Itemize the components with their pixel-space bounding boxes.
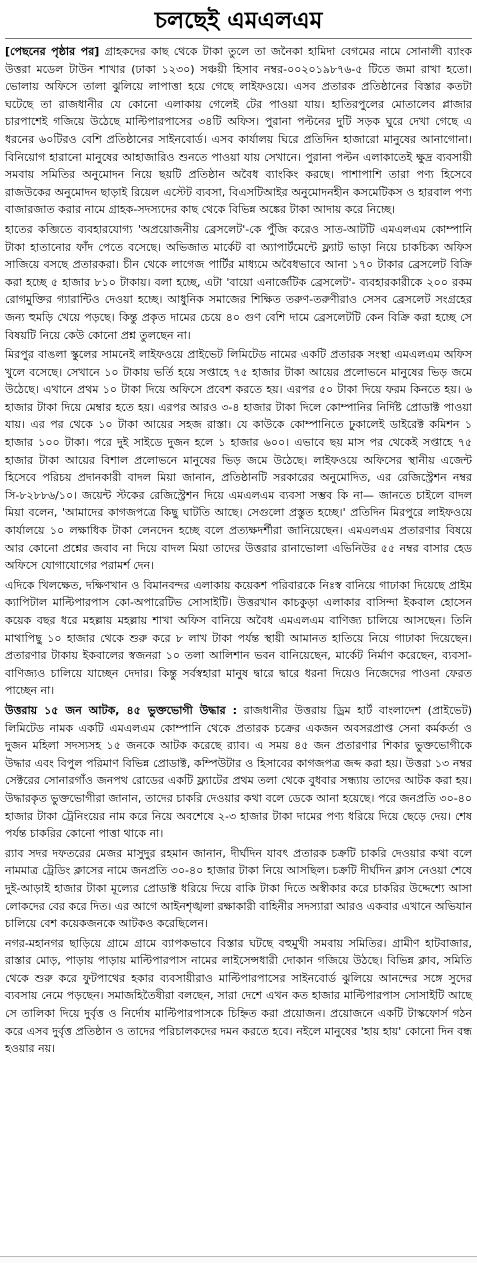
paragraph-text: রাজধানীর উত্তরায় ড্রিম হার্ট বাংলাদেশ (প্রাইভেট) লিমিটেড নামক একটি এমএলএম কোম্পানি থেকে প্রতারক চক্রের একজন অবসরপ্রাপ্ত সেনা কর্মকর্তা ও দুজন মহিলা সদস্যসহ ১৫ জনকে আটক করেছে র‌্যাব। এ সময় ৪৫ জন প্রতারণার শিকার ভুক্তভোগীকে উদ্ধার এবং বিপুল পরিমাণ বিভিন্ন প্রোডাক্ট, কম্পিউটার ও হিসাবের কাগজপত্র জব্দ করা হয়। উত্তরা ১৩ নম্বর সেক্টরের সোনারগাঁও জনপথ রোডের একটি ফ্ল্যাটের প্রথম তলা থেকে বুধবার সন্ধ্যায় তাদের আটক করা হয়। উদ্ধারকৃত ভুক্তভোগীরা জানান, তাদের চাকরি দেওয়ার কথা বলে ডেকে আনা হয়েছে। পরে জনপ্রতি ৩০-৪০ হাজার টাকা ট্রেনিংয়ের নাম করে নিয়ে অবশেষে ২-৩ হাজার টাকা দামের পণ্য ধরিয়ে দিয়ে ছেড়ে দেয়। শেষ পর্যন্ত চাকরির কোনো পাত্তা থাকে না। (5, 703, 472, 841)
article-paragraph-3: মিরপুর বাঙলা স্কুলের সামনেই লাইফওয়ে প্রাইভেট লিমিটেড নামের একটি প্রতারক সংস্থা এমএলএম অফিস খুলে বসেছে। সেখানে ১০ টাকায় ভর্তি হয়ে সপ্তাহে ৭৫ হাজার টাকা আয়ের প্রলোভনে মানুষের ভিড় জমে উঠেছে। এখানে প্রথম ১০ টাকা দিয়ে অফিসে প্রবেশ করতে হয়। এরপর ৫০ টাকা দিয়ে ফরম কিনতে হয়। ৬ হাজার টাকা দিয়ে মেম্বার হতে হয়। এরপর আরও ৩-৪ হাজার টাকা দিলে কোম্পানির নির্দিষ্ট প্রোডাক্ট পাওয়া যায়। এর পর থেকে ১০ টাকা আয়ের সহজ রাস্তা। যে কাউকে কোম্পানিতে ঢুকালেই ডাইরেক্ট কমিশন ১ হাজার ১০০ টাকা। পরে দুই সাইডে দুজন হলে ১ হাজার ৬০০। এভাবে ছয় মাস পর থেকেই সপ্তাহে ৭৫ হাজার টাকা আয়ের বিশাল প্রলোভনে মানুষের ভিড় জমে উঠেছে। লাইফওয়ে অফিসের স্থানীয় এজেন্ট হিসেবে পরিচয় প্রদানকারী বাদল মিয়া জানান, প্রতিষ্ঠানটি সরকারের অনুমোদিত, এর রেজিস্ট্রেশন নম্বর সি-৮২৮৮৬/১০। জয়েন্ট স্টকের রেজিস্ট্রেশন দিয়ে এমএলএম ব্যবসা সম্ভব কি না— জানতে চাইলে বাদল মিয়া বলেন, 'আমাদের কাগজপত্রে কিছু ঘাটতি আছে। সেগুলো প্রস্তুত হচ্ছে।' প্রতিদিন মিরপুরে লাইফওয়ে কার্যালয়ে ১০ লক্ষাধিক টাকা লেনদেন হচ্ছে বলে প্রত্যক্ষদর্শীরা জানিয়েছেন। এমএলএম প্রতারণার বিষয়ে আর কোনো প্রশ্নের জবাব না দিয়ে বাদল মিয়া তাদের উত্তরার রানাভোলা এভিনিউর ৫৫ নম্বর বাসার হেড অফিসে যোগাযোগের পরামর্শ দেন। (5, 348, 472, 573)
page-bottom-edge (0, 1256, 477, 1263)
article-headline: চলছেই এমএলএম (154, 8, 323, 34)
headline-divider (5, 38, 472, 39)
article-paragraph-1 (5, 43, 472, 219)
continuation-marker: [পেছনের পৃষ্ঠার পর] (5, 45, 100, 58)
article-paragraph-4: এদিকে খিলক্ষেত, দক্ষিণখান ও বিমানবন্দর এলাকায় কয়েকশ পরিবারকে নিঃস্ব বানিয়ে গাঢাকা দিয়েছে প্রাইম ক্যাপিটাল মাল্টিপারপাস কো-অপারেটিভ সোসাইটি। উত্তরখান কাচকুড়া এলাকার বাসিন্দা ইকবাল হোসেন কয়েক বছর ধরে মহল্লায় মহল্লায় শাখা অফিস বানিয়ে অবৈধ এমএলএম বাণিজ্য চালিয়ে আসছেন। তিনি মাথাপিছু ১০ হাজার থেকে শুরু করে ৮ লাখ টাকা পর্যন্ত স্থায়ী আমানত হাতিয়ে নিয়ে গাঢাকা দিয়েছেন। প্রতারণার টাকায় ইকবালের স্বজনরা ১০ তলা আলিশান ভবন বানিয়েছেন, মার্কেট নির্মাণ করেছেন, ব্যবসা-বাণিজ্যও চালিয়ে যাচ্ছেন দেদার। কিন্তু সর্বস্বহারা মানুষ দ্বারে দ্বারে ধরনা দিয়েও নিজেদের পাওনা ফেরত পাচ্ছেন না। (5, 578, 472, 698)
article-paragraph-5 (5, 702, 472, 843)
article-paragraph-7: নগর-মহানগর ছাড়িয়ে গ্রামে গ্রামে ব্যাপকভাবে বিস্তার ঘটছে বহুমুখী সমবায় সমিতির। গ্রামীণ হাটবাজার, রাস্তার মোড়, পাড়ায় পাড়ায় মাল্টিপারপাস নামের লাইসেন্সধারী দোকান গজিয়ে উঠছে। বিভিন্ন ক্লাব, সমিতি থেকে শুরু করে ফুটপাথের হকার ব্যবসায়ীরাও মাল্টিপারপাসের সাইনবোর্ড ঝুলিয়ে আনন্দের সঙ্গে সুদের ব্যবসায় নেমে পড়ছেন। সমাজহিতৈষীরা বলছেন, সারা দেশে এখন কত হাজার মাল্টিপারপাস সোসাইটি আছে সে তালিকা দিয়ে দুর্বৃত্ত ও নির্দোষ মাল্টিপারপাসকে চিহ্নিত করা প্রয়োজন। প্রয়োজনে একটি টাস্কফোর্স গঠন করে এসব দুর্বৃত্ত প্রতিষ্ঠান ও তাদের পরিচালকদের দমন করতে হবে। নইলে মানুষের 'হায় হায়' কোনো দিন বন্ধ হওয়ার নয়। (5, 936, 472, 1056)
article-paragraph-6: র‌্যাব সদর দফতরের মেজর মাসুদুর রহমান জানান, দীর্ঘদিন যাবৎ প্রতারক চক্রটি চাকরি দেওয়ার কথা বলে নামমাত্র ট্রেডিং ক্লাসের নামে জনপ্রতি ৩০-৪০ হাজার টাকা নিয়ে আসছিল। চক্রটি দীর্ঘদিন ক্লাস নেওয়া শেষে দুই-আড়াই হাজার টাকা মূল্যের প্রোডাক্ট ধরিয়ে দিয়ে বাকি টাকা দিতে অস্বীকার করে চাকরির উদ্দেশ্যে আসা লোকদের বের করে দিত। এর আগে আইনশৃঙ্খলা রক্ষাকারী বাহিনীর সদস্যারা আরও একবার এখানে অভিযান চালিয়ে বেশ কয়েকজনকে আটকও করেছিলেন। (5, 846, 472, 931)
paragraph-text: গ্রাহকদের কাছ থেকে টাকা তুলে তা জনৈকা হামিদা বেগমের নামে সোনালী ব্যাংক উত্তরা মডেল টাউন শাখার (ঢাকা ১২৩০) সঞ্চয়ী হিসাব নম্বর-০০২০১৯৮৭৬-৫ টিতে জমা রাখা হতো। ভোলায় অফিসে তালা ঝুলিয়ে লাপাত্তা হয়ে গেছে লাইফওয়ে। এসব প্রতারক প্রতিষ্ঠানের বিস্তার কতটা ঘটেছে তা রাজধানীর যে কোনো এলাকায় গেলেই টের পাওয়া যায়। হাতিরপুলের মোতালেব প্লাজার চারপাশেই গজিয়ে উঠেছে মাল্টিপারপাসের ৩৪টি অফিস। পুরানা পল্টনের দুটি সড়ক ঘুরে দেখা গেছে এ ধরনের ৬০টিরও বেশি প্রতিষ্ঠানের সাইনবোর্ড। এসব কার্যালয় ঘিরে প্রতিদিন হাজারো মানুষের আনাগোনা। বিনিয়োগ হারানো মানুষের আহাজারিও শুনতে পাওয়া যায় সেখানে। পুরানা পল্টন এলাকাতেই ক্ষুদ্র ব্যবসায়ী সমবায় সমিতির অনুমোদন নিয়ে ছয়টি প্রতিষ্ঠান অবৈধ ব্যাংকিং করছে। পাশাপাশি তারা পণ্য হিসেবে রাজউকের অনুমোদন ছাড়াই রিয়েল এস্টেট ব্যবসা, বিএসটিআইর অনুমোদনহীন কসমেটিকস ও হারবাল পণ্য বাজারজাত করার নামে গ্রাহক-সদস্যদের কাছ থেকে বিভিন্ন অঙ্কের টাকা আদায় করে নিচ্ছে। (5, 45, 473, 217)
article-paragraph-2: হাতের কব্জিতে ব্যবহারযোগ্য 'অপ্রয়োজনীয় ব্রেসলেট'-কে পুঁজি করেও সাত-আটটি এমএলএম কোম্পানি টাকা হাতানোর ফাঁদ পেতে বসেছে। অভিজাত মার্কেট বা অ্যাপার্টমেন্টে ফ্ল্যাট ভাড়া নিয়ে চাকচিক্য অফিস সাজিয়ে বসছে প্রতারকরা। চীন থেকে লাগেজ পার্টির মাধ্যমে অবৈধভাবে আনা ১৭০ টাকার ব্রেসলেট বিক্রি করা হচ্ছে ৫ হাজার ৮১০ টাকায়। বলা হচ্ছে, এটা 'বায়ো এনার্জেটিক ব্রেসলেট'- ব্যবহারকারীকে ২০০ রকম রোগমুক্তির গ্যারান্টিও দেওয়া হচ্ছে। আধুনিক সমাজের শিক্ষিত তরুণ-তরুণীরাও সেসব ব্রেসলেট সংগ্রহের জন্য হুমড়ি খেয়ে পড়ছে। কিন্তু প্রকৃত দামের চেয়ে ৪০ গুণ বেশি দামে ব্রেসলেটটি কেন বিক্রি করা হচ্ছে সে বিষয়টি নিয়ে কেউ কোনো প্রশ্ন তুলছেন না। (5, 222, 472, 342)
section-subhead: উত্তরায় ১৫ জন আটক, ৪৫ ভুক্তভোগী উদ্ধার : (5, 703, 237, 717)
